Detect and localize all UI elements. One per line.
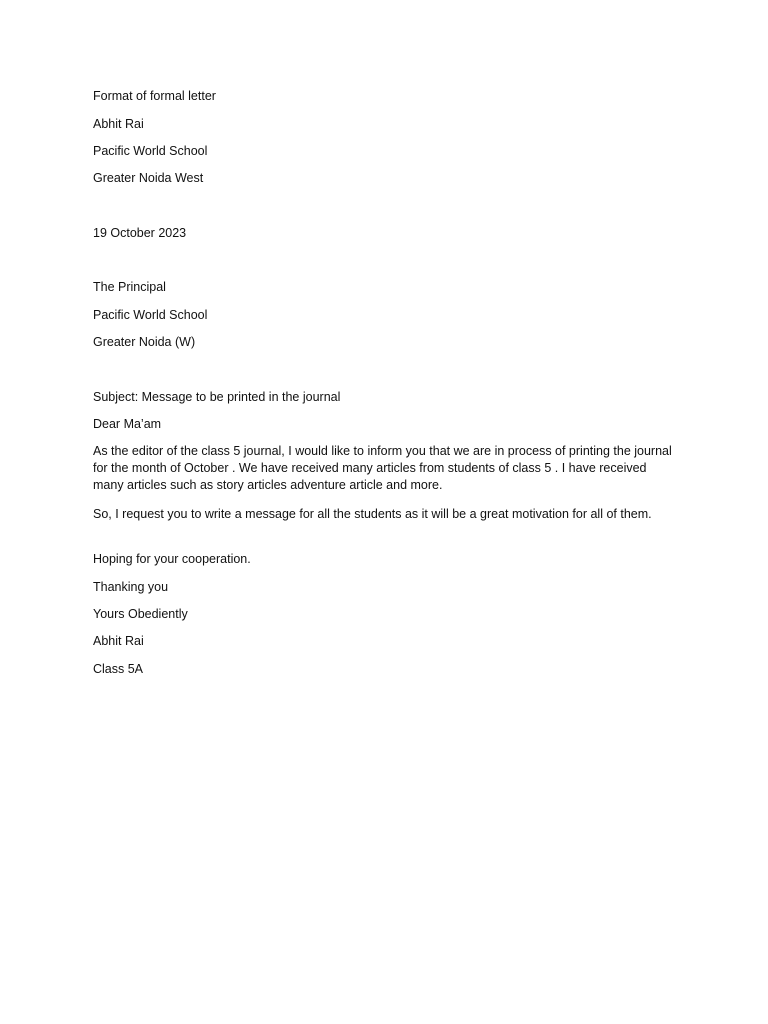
salutation: Dear Ma’am <box>93 417 162 431</box>
closing-thanks: Thanking you <box>93 580 169 594</box>
body-paragraph-1: As the editor of the class 5 journal, I would like to inform you that we are in process of printing the journal for the month of October . We have received many articles from students of class 5 . I have received many articles such as story articles adventure article and more. <box>93 444 672 492</box>
sender-name: Abhit Rai <box>93 117 144 131</box>
sender-location: Greater Noida West <box>93 171 204 185</box>
letter-date: 19 October 2023 <box>93 226 187 240</box>
closing-name: Abhit Rai <box>93 634 144 648</box>
recipient-title: The Principal <box>93 280 166 294</box>
recipient-location: Greater Noida (W) <box>93 335 196 349</box>
body-paragraph-3: Hoping for your cooperation. <box>93 552 251 566</box>
closing-sign-off: Yours Obediently <box>93 607 188 621</box>
letter-subject: Subject: Message to be printed in the journal <box>93 390 341 404</box>
recipient-school: Pacific World School <box>93 308 208 322</box>
document-heading: Format of formal letter <box>93 89 216 103</box>
closing-class: Class 5A <box>93 662 144 676</box>
sender-school: Pacific World School <box>93 144 208 158</box>
body-paragraph-2: So, I request you to write a message for all the students as it will be a great motivation for all of them. <box>93 507 652 521</box>
